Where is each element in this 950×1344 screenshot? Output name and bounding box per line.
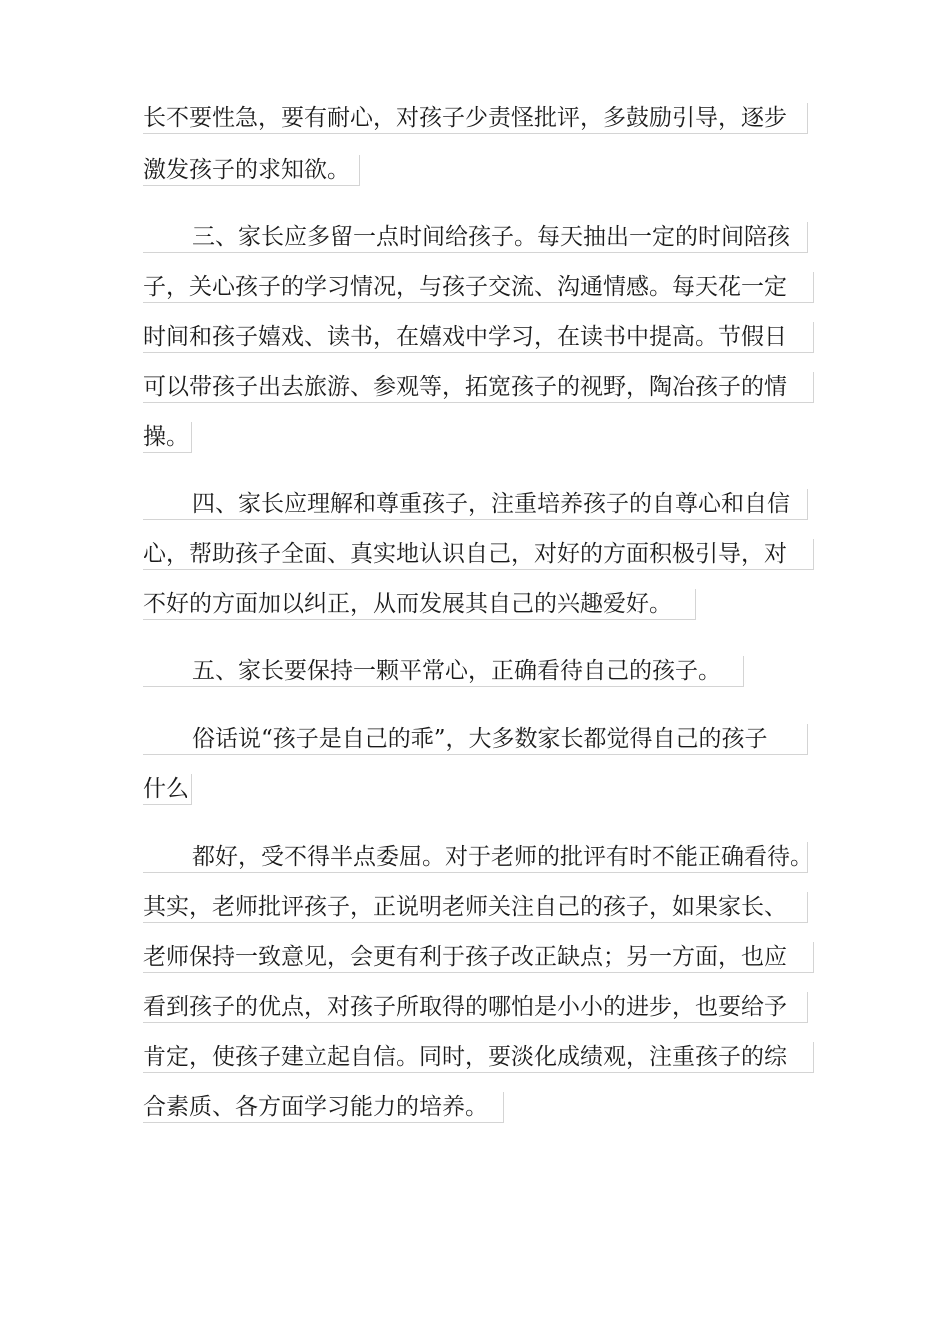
text-line: 看到孩子的优点，对孩子所取得的哪怕是小小的进步，也要给予	[143, 992, 808, 1023]
text-line: 激发孩子的求知欲。	[143, 155, 360, 186]
text-line: 合素质、各方面学习能力的培养。	[143, 1092, 504, 1123]
text-line: 其实，老师批评孩子，正说明老师关注自己的孩子，如果家长、	[143, 892, 808, 923]
text-line: 都好，受不得半点委屈。对于老师的批评有时不能正确看待。	[143, 842, 808, 873]
text-line: 老师保持一致意见，会更有利于孩子改正缺点；另一方面，也应	[143, 942, 814, 973]
text-line: 四、家长应理解和尊重孩子，注重培养孩子的自尊心和自信	[143, 489, 808, 520]
text-line: 五、家长要保持一颗平常心，正确看待自己的孩子。	[143, 656, 744, 687]
text-line: 不好的方面加以纠正，从而发展其自己的兴趣爱好。	[143, 589, 696, 620]
text-line: 什么	[143, 774, 192, 805]
text-line: 三、家长应多留一点时间给孩子。每天抽出一定的时间陪孩	[143, 222, 808, 253]
text-line: 长不要性急，要有耐心，对孩子少责怪批评，多鼓励引导，逐步	[143, 103, 808, 134]
text-line: 心，帮助孩子全面、真实地认识自己，对好的方面积极引导，对	[143, 539, 814, 570]
text-line: 子，关心孩子的学习情况，与孩子交流、沟通情感。每天花一定	[143, 272, 814, 303]
text-line: 时间和孩子嬉戏、读书，在嬉戏中学习，在读书中提高。节假日	[143, 322, 814, 353]
text-line: 俗话说“孩子是自己的乖”，大多数家长都觉得自己的孩子	[143, 724, 808, 755]
text-line: 操。	[143, 422, 192, 453]
text-line: 肯定，使孩子建立起自信。同时，要淡化成绩观，注重孩子的综	[143, 1042, 814, 1073]
text-line: 可以带孩子出去旅游、参观等，拓宽孩子的视野，陶冶孩子的情	[143, 372, 814, 403]
